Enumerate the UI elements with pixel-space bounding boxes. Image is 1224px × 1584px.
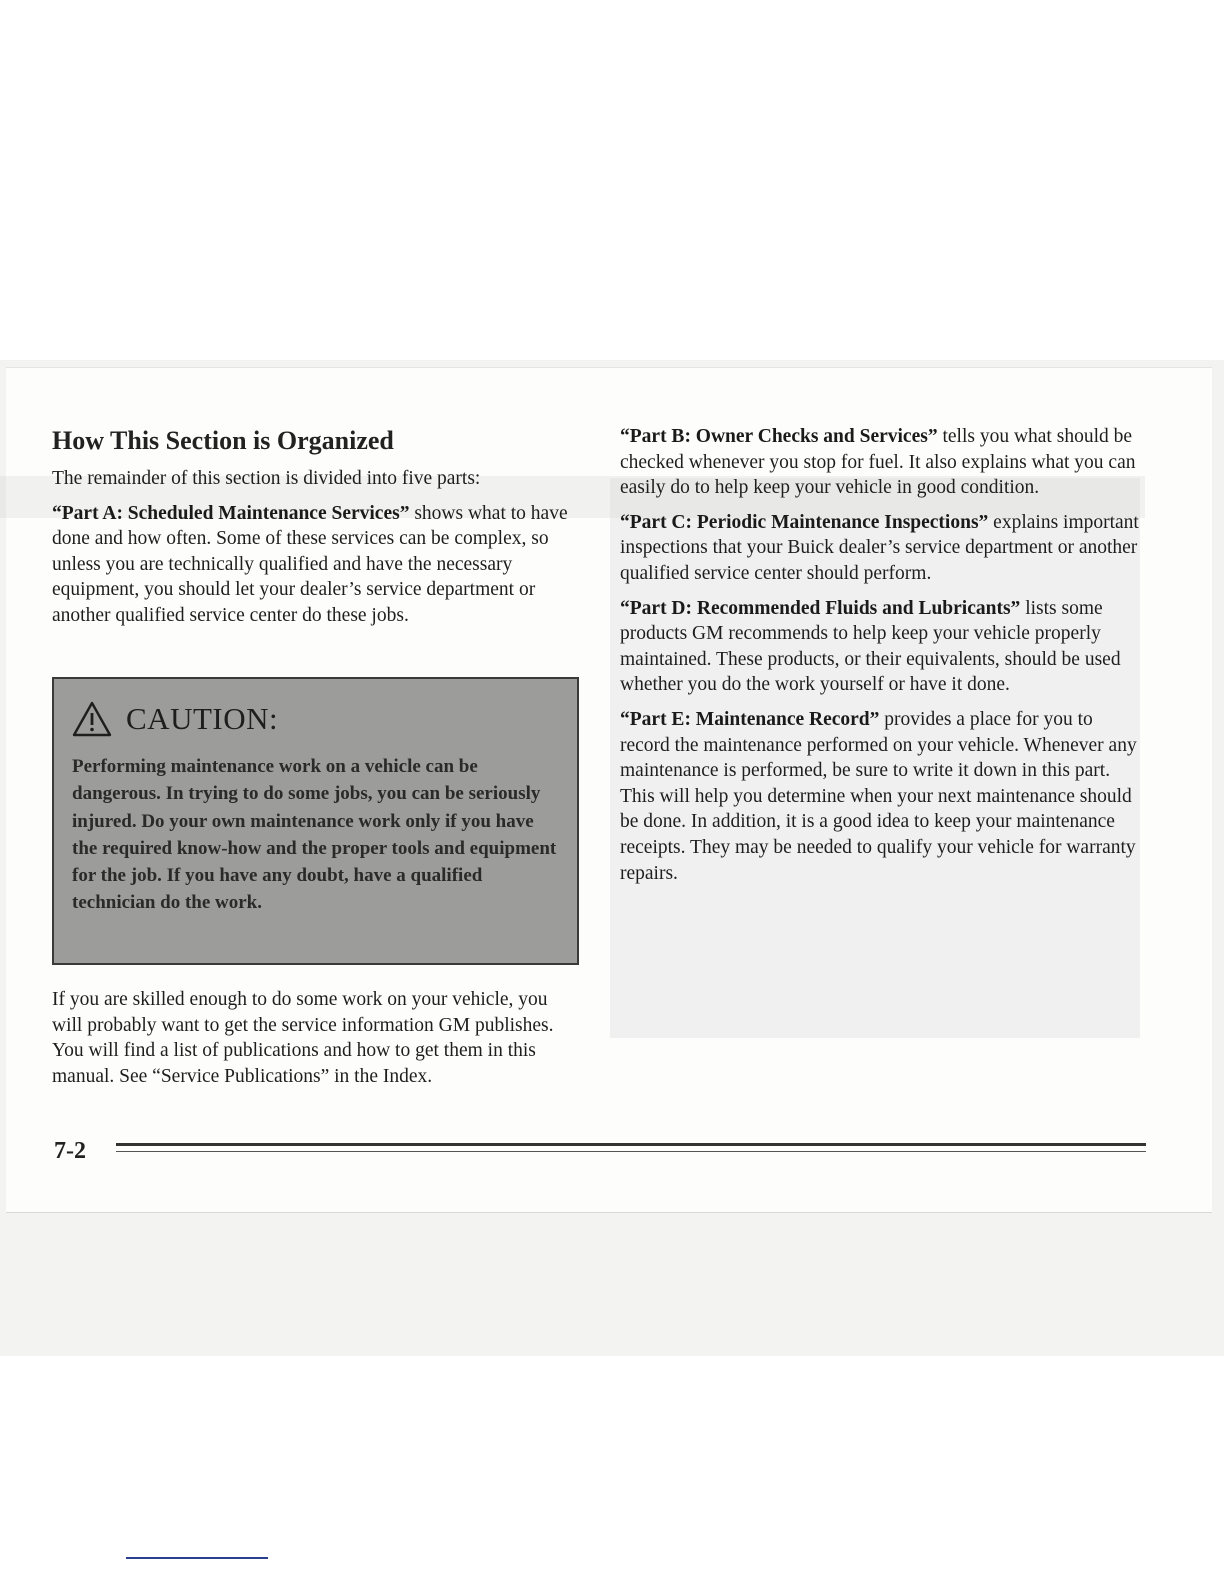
section-heading: How This Section is Organized bbox=[52, 426, 394, 455]
caution-box bbox=[52, 677, 579, 965]
caution-title: CAUTION: bbox=[126, 701, 279, 736]
part-e-paragraph bbox=[620, 707, 1145, 886]
part-e-text: provides a place for you to record the maintenance performed on your vehicle. Whenever any maintenance is performed, be sure to write it down in this part. This will help you determine when your next maintenance should be done. In addition, it is a good idea to keep your maintenance receipts. They may be needed to qualify your vehicle for warranty repairs. bbox=[620, 708, 1137, 884]
part-a-title: “Part A: Scheduled Maintenance Services” bbox=[52, 502, 410, 524]
right-column bbox=[620, 424, 1145, 895]
bottom-underline-mark bbox=[126, 1557, 268, 1559]
part-a-text: shows what to have done and how often. Some of these services can be complex, so unless you are technically qualified and have the necessary equipment, you should let your dealer’s service department or another qualified service center do these jobs. bbox=[52, 502, 568, 626]
part-b-paragraph bbox=[620, 424, 1145, 501]
part-c-title: “Part C: Periodic Maintenance Inspections” bbox=[620, 511, 989, 533]
warning-triangle-icon bbox=[72, 701, 112, 737]
part-c-paragraph bbox=[620, 510, 1145, 587]
part-e-title: “Part E: Maintenance Record” bbox=[620, 708, 880, 730]
left-column bbox=[52, 424, 577, 638]
part-b-title: “Part B: Owner Checks and Services” bbox=[620, 426, 938, 447]
part-d-title: “Part D: Recommended Fluids and Lubricants” bbox=[620, 597, 1021, 619]
caution-text: Performing maintenance work on a vehicle can be dangerous. In trying to do some jobs, you can be seriously injured. Do your own maintenance work only if you have the required know-how and the proper tools and equipment for the job. If you have any doubt, have a qualified technician do the work. bbox=[72, 756, 557, 914]
part-a-paragraph bbox=[52, 501, 577, 629]
part-c-text: explains important inspections that your Buick dealer’s service department or another qualified service center should perform. bbox=[620, 511, 1139, 584]
part-d-text: lists some products GM recommends to help keep your vehicle properly maintained. These products, or their equivalents, should be used whether you do the work yourself or have it done. bbox=[620, 597, 1121, 696]
intro-paragraph: The remainder of this section is divided into five parts: bbox=[52, 468, 481, 489]
page-number: 7-2 bbox=[54, 1138, 86, 1164]
caution-header bbox=[72, 701, 278, 737]
part-d-paragraph bbox=[620, 596, 1145, 698]
part-b-text: tells you what should be checked whenever you stop for fuel. It also explains what you can easily do to help keep your vehicle in good condition. bbox=[620, 426, 1136, 499]
footer-rule-thin bbox=[116, 1151, 1146, 1152]
footer-rule-thick bbox=[116, 1143, 1146, 1146]
service-info-paragraph: If you are skilled enough to do some work on your vehicle, you will probably want to get the service information GM publishes. You will find a list of publications and how to get them in this manual. See “Service Publications” in the Index. bbox=[52, 989, 554, 1087]
footer-rule bbox=[116, 1143, 1146, 1154]
